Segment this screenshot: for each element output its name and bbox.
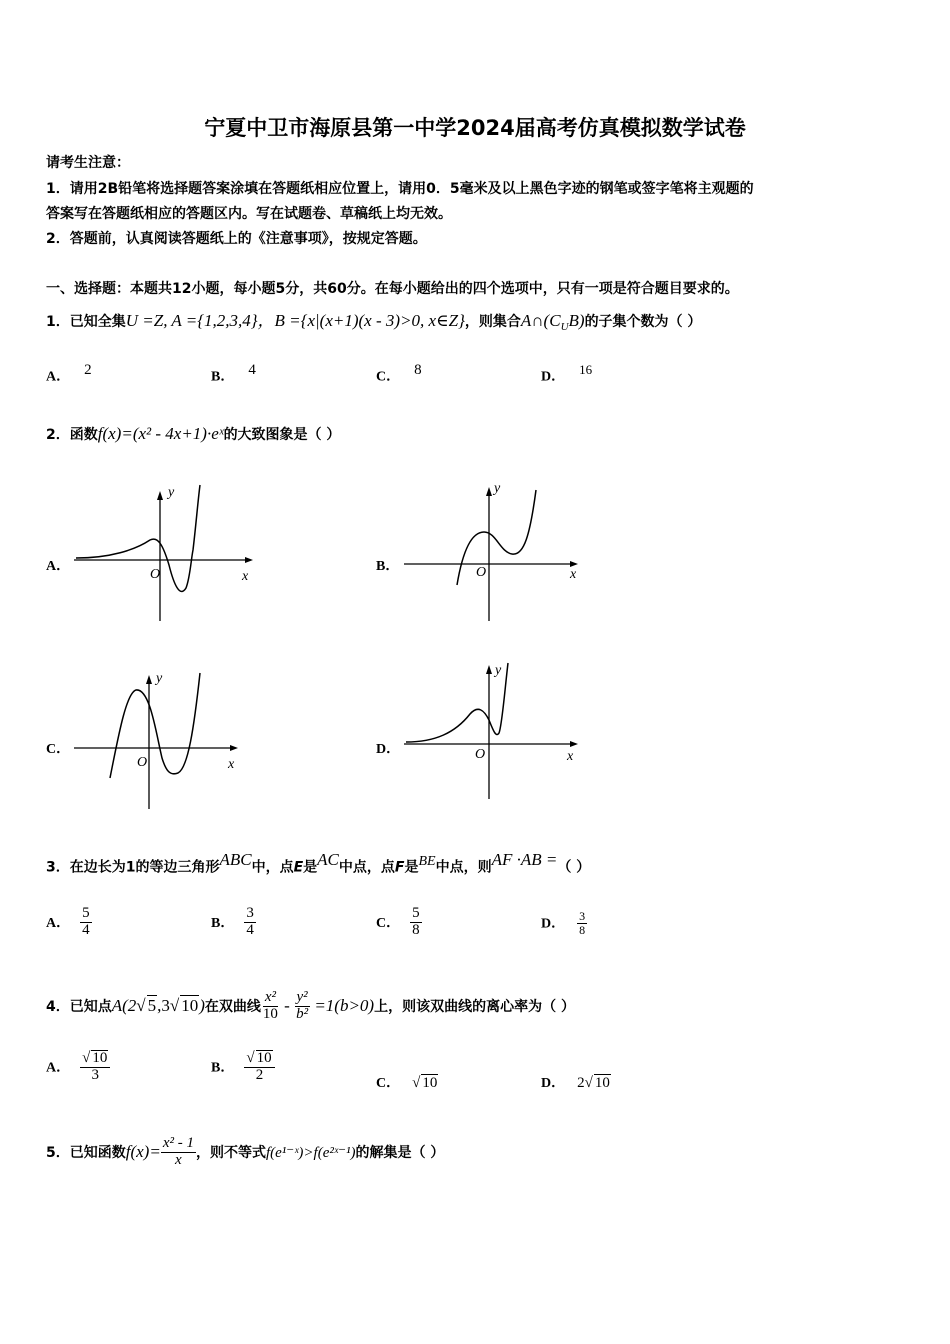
y-axis-arrow	[146, 675, 152, 684]
q4-option-a[interactable]: A． $\frac{√ 10}{3}$	[46, 1050, 110, 1084]
notice-line-1a: 1．请用2B铅笔将选择题答案涂填在答题纸相应位置上，请用0．5毫米及以上黑色字迹的钢笔或签字笔将主观题的	[46, 181, 754, 197]
q2-option-b-label[interactable]: B．	[376, 559, 400, 574]
q1-math-sub: U	[560, 321, 569, 334]
y-axis-label: y	[168, 485, 175, 500]
q4-option-d[interactable]: D． 2√ 10	[541, 1075, 610, 1091]
q3-text-1: 中，点	[251, 859, 294, 876]
q3-point-e: E	[293, 859, 304, 876]
q4-x-num: x²	[264, 989, 276, 1005]
q1-suffix: 的子集个数为（ ）	[584, 314, 702, 330]
question-5	[46, 1136, 444, 1169]
q4-y-num: y²	[296, 989, 308, 1005]
radicand: 10	[422, 1075, 438, 1091]
coefficient: 2	[577, 1075, 585, 1091]
option-label: D．	[541, 916, 566, 932]
q2-graph-b[interactable]	[400, 480, 600, 625]
q5-suffix: 的解集是（ ）	[355, 1144, 445, 1161]
y-axis-label: y	[494, 481, 501, 496]
q2-suffix: 的大致图象是（ ）	[223, 427, 341, 443]
option-label: A．	[46, 369, 71, 385]
y-axis-arrow	[486, 487, 492, 496]
q5-mid: ，则不等式	[195, 1144, 266, 1161]
q3-triangle: ABC	[219, 850, 252, 869]
q2-math: f(x)=(x² - 4x+1)·eˣ	[97, 424, 224, 443]
frac-denominator: 4	[82, 921, 90, 938]
option-label: A．	[46, 1060, 71, 1076]
q3-option-c[interactable]	[376, 906, 422, 939]
y-axis-label: y	[156, 671, 163, 686]
radicand: 10	[256, 1050, 272, 1066]
q4-minus: -	[279, 995, 295, 1015]
option-value: 16	[579, 362, 593, 377]
option-label: C．	[376, 1076, 401, 1091]
q4-prefix: 4．已知点	[46, 998, 112, 1015]
q4-close: )	[199, 995, 205, 1015]
q5-numerator: x² - 1	[162, 1135, 194, 1151]
x-axis-label: x	[567, 749, 574, 764]
question-3	[46, 850, 590, 876]
q5-inequality: f(e¹⁻ˣ)>f(e²ˣ⁻¹)	[265, 1144, 356, 1161]
frac-denominator: 2	[255, 1066, 264, 1083]
x-axis-label: x	[228, 757, 235, 772]
q1-option-a[interactable]	[46, 362, 92, 385]
frac-denominator: 8	[579, 922, 586, 937]
q1-prefix: 1．已知全集	[46, 314, 126, 330]
q4-comma: ,3	[157, 995, 170, 1015]
option-value: 4	[248, 362, 256, 378]
origin-label: O	[150, 567, 161, 582]
q2-option-a-label[interactable]: A．	[46, 559, 71, 574]
notice-line-1b: 答案写在答题纸相应的答题区内。写在试题卷、草稿纸上均无效。	[46, 206, 452, 222]
q2-graph-a[interactable]	[70, 480, 270, 625]
q5-fx: f(x)=	[125, 1141, 161, 1161]
option-label: D．	[541, 1076, 566, 1091]
q5-denominator: x	[175, 1151, 182, 1168]
function-curve	[76, 485, 200, 591]
question-1	[46, 306, 701, 333]
radicand: 10	[594, 1075, 610, 1091]
q4-radicand-1: 5	[147, 995, 157, 1015]
y-axis-arrow	[486, 665, 492, 674]
option-label: D．	[541, 369, 566, 385]
frac-denominator: 8	[412, 921, 420, 938]
frac-denominator: 3	[91, 1066, 99, 1083]
q2-prefix: 2．函数	[46, 427, 98, 443]
q3-text-4: 是	[404, 859, 419, 876]
origin-label: O	[475, 747, 486, 762]
x-axis-arrow	[245, 557, 253, 563]
q4-mid: 在双曲线	[204, 998, 261, 1015]
notice-heading: 请考生注意：	[46, 155, 130, 171]
q2-graph-c[interactable]	[70, 668, 270, 813]
q4-point: A(2	[111, 995, 137, 1015]
option-label: C．	[376, 915, 401, 931]
option-label: A．	[46, 915, 71, 931]
question-2	[46, 424, 340, 444]
q1-option-d[interactable]	[541, 362, 592, 385]
q3-text-3: 中点，点	[338, 859, 395, 876]
frac-numerator: 3	[579, 909, 586, 923]
q2-graph-d[interactable]	[400, 658, 600, 803]
y-axis-arrow	[157, 491, 163, 500]
x-axis-arrow	[570, 741, 578, 747]
option-label: B．	[211, 1060, 235, 1076]
radicand: 10	[92, 1050, 108, 1066]
function-curve	[406, 663, 508, 742]
frac-numerator: 5	[412, 905, 420, 921]
x-axis-label: x	[570, 567, 577, 582]
q4-radicand-2: 10	[181, 995, 199, 1015]
q4-equation-tail: =1(b>0)	[310, 995, 375, 1015]
origin-label: O	[476, 565, 487, 580]
x-axis-label: x	[242, 569, 249, 584]
q1-option-c[interactable]	[376, 362, 422, 385]
q1-option-b[interactable]	[211, 362, 256, 385]
x-axis-arrow	[230, 745, 238, 751]
frac-denominator: 4	[246, 921, 254, 938]
option-value: 8	[414, 362, 422, 378]
q3-option-a[interactable]	[46, 906, 92, 939]
y-axis-label: y	[495, 663, 502, 678]
frac-numerator: 3	[246, 905, 254, 921]
q3-text-2: 是	[303, 859, 318, 876]
page-title: 宁夏中卫市海原县第一中学2024届高考仿真模拟数学试卷	[204, 116, 746, 140]
q3-option-d[interactable]	[541, 910, 587, 936]
q2-option-c-label[interactable]: C．	[46, 742, 71, 757]
q1-math-sets: U =Z, A ={1,2,3,4}，B ={x|(x+1)(x - 3)>0, x∈Z}	[125, 311, 465, 330]
q4-suffix: 上，则该双曲线的离心率为（ ）	[374, 998, 575, 1015]
q3-dot-product: AF ·AB =	[491, 850, 558, 869]
q4-option-b[interactable]: B． $\frac{√ 10}{2}$	[211, 1050, 275, 1084]
option-value: 2	[84, 362, 92, 378]
origin-label: O	[137, 755, 148, 770]
question-4: 4．已知点A(2√ 5,3√ 10)在双曲线 $\frac{\text{x²}}{10}$ - $\frac{\text{y²}}{\text{b²}}$ =1(b>0)上，则该双曲线的离心率为（ ）	[46, 989, 575, 1022]
q3-segment-ac: AC	[317, 850, 339, 869]
notice-line-2: 2．答题前，认真阅读答题纸上的《注意事项》，按规定答题。	[46, 231, 427, 247]
q1-middle: ，则集合	[464, 314, 521, 330]
q2-option-d-label[interactable]: D．	[376, 742, 401, 757]
frac-numerator: 5	[82, 905, 90, 921]
function-curve	[457, 490, 536, 585]
q1-math-complement: A∩(C	[520, 311, 561, 330]
q1-math-b: B)	[568, 311, 585, 330]
q3-suffix: （ ）	[557, 859, 591, 876]
section-heading: 一、选择题：本题共12小题，每小题5分，共60分。在每小题给出的四个选项中，只有一项是符合题目要求的。	[46, 281, 739, 297]
q3-point-f: F	[394, 859, 405, 876]
option-label: C．	[376, 369, 401, 385]
q3-segment-be: BE	[418, 854, 436, 869]
function-curve	[110, 673, 200, 778]
option-label: B．	[211, 369, 235, 385]
q4-y-den: b²	[296, 1005, 309, 1022]
q4-x-den: 10	[262, 1005, 278, 1022]
q3-text-5: 中点，则	[435, 859, 492, 876]
q5-prefix: 5．已知函数	[46, 1144, 126, 1161]
q4-option-c[interactable]: C． √ 10	[376, 1075, 438, 1091]
option-label: B．	[211, 915, 235, 931]
q3-prefix: 3．在边长为1的等边三角形	[46, 859, 220, 876]
q3-option-b[interactable]	[211, 906, 256, 939]
